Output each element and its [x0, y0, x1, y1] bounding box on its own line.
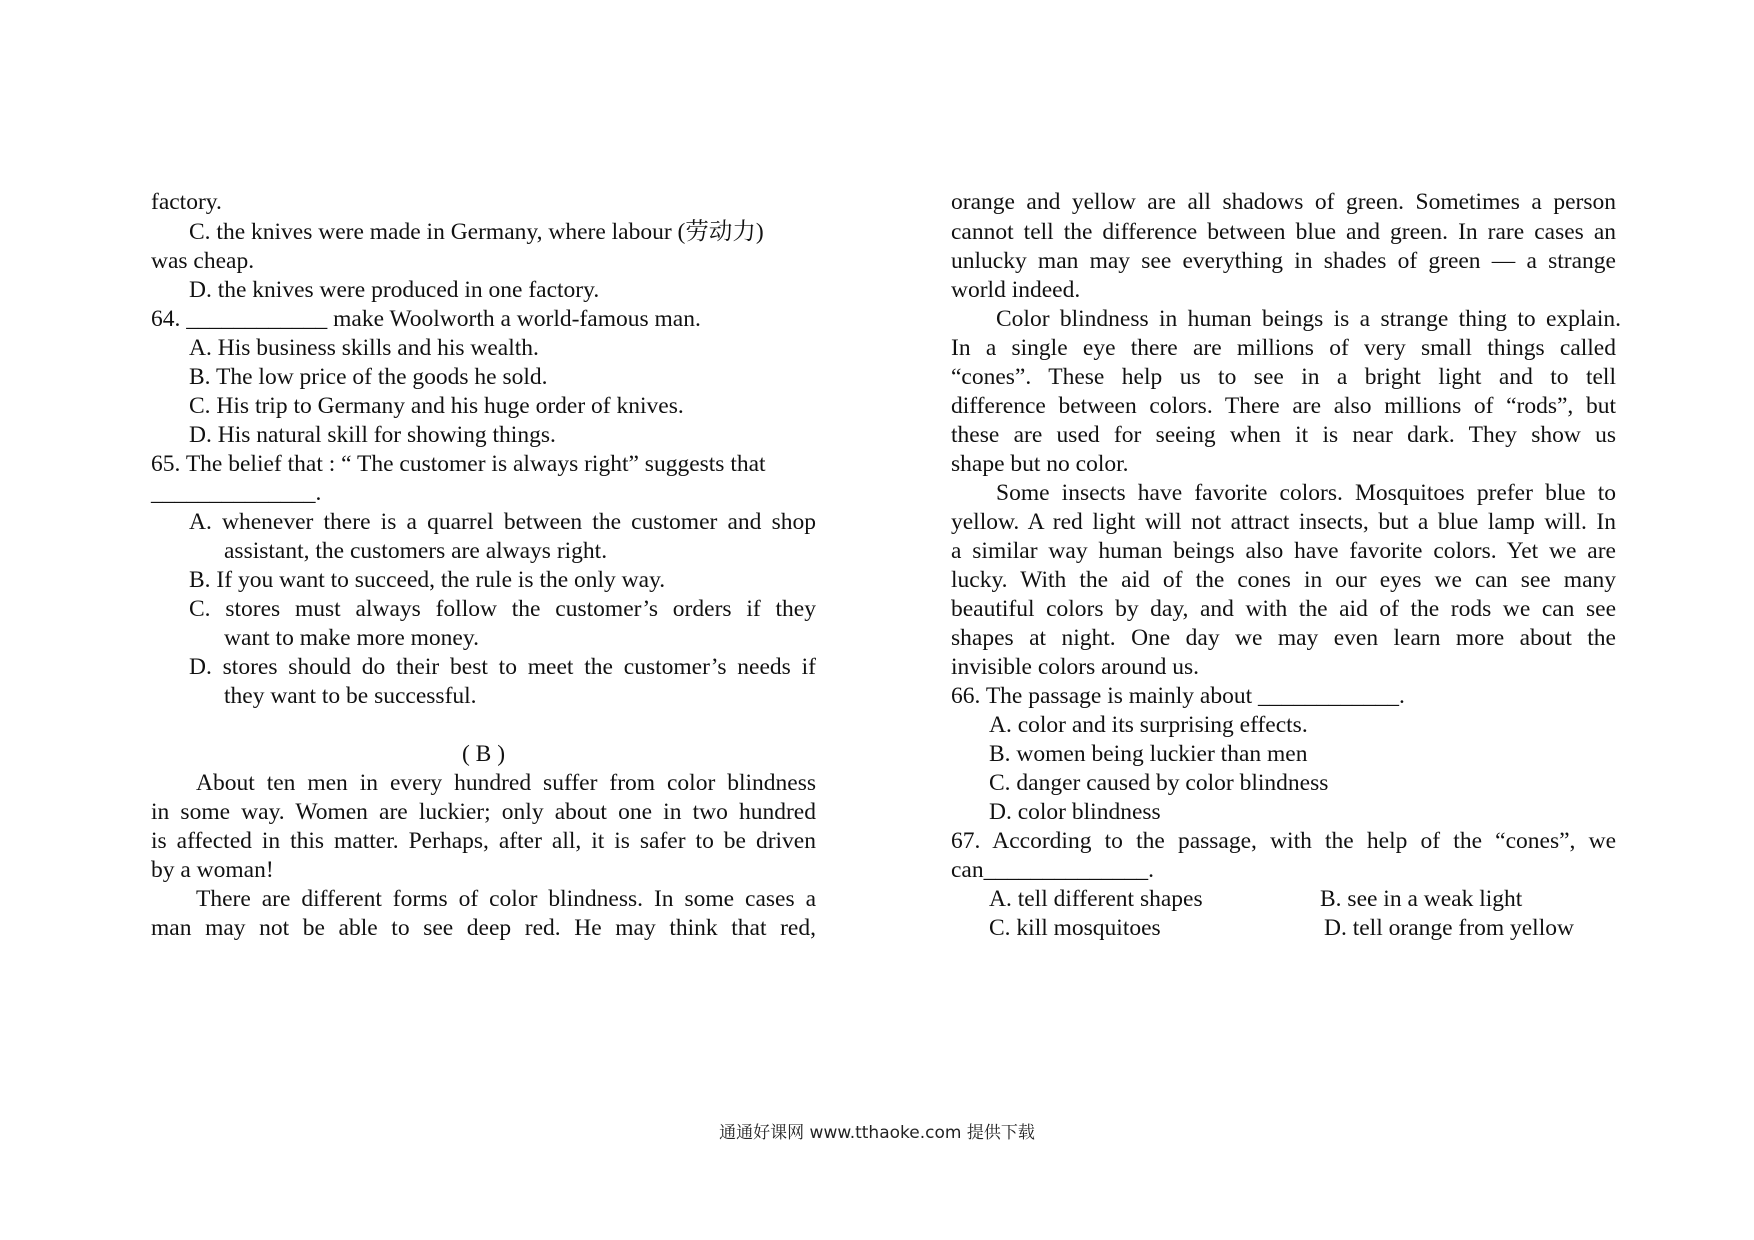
question-65: 65. The belief that : “ The customer is always right” suggests that	[151, 451, 766, 477]
passage-b-line: beautiful colors by day, and with the aid of the rods we can see	[951, 596, 1616, 622]
passage-b-line: by a woman!	[151, 857, 274, 883]
passage-b-line: world indeed.	[951, 277, 1081, 303]
option-c-66: C. danger caused by color blindness	[989, 770, 1329, 796]
question-67: 67. According to the passage, with the help of the “cones”, we	[951, 828, 1616, 854]
option-c-64: C. His trip to Germany and his huge order of knives.	[189, 393, 684, 419]
passage-b-line: yellow. A red light will not attract insects, but a blue lamp will. In	[951, 509, 1616, 535]
option-b-65: B. If you want to succeed, the rule is the only way.	[189, 567, 666, 593]
option-d-67: D. tell orange from yellow	[1324, 915, 1574, 941]
passage-b-line: shapes at night. One day we may even learn more about the	[951, 625, 1616, 651]
question-67-blank: can______________.	[951, 857, 1154, 883]
text-line: factory.	[151, 189, 222, 215]
passage-b-line: lucky. With the aid of the cones in our eyes we can see many	[951, 567, 1616, 593]
option-c-63: C. the knives were made in Germany, where labour (劳动力)	[189, 219, 764, 245]
question-64: 64. ____________ make Woolworth a world-famous man.	[151, 306, 701, 332]
option-d-64: D. His natural skill for showing things.	[189, 422, 556, 448]
option-a-67: A. tell different shapes	[989, 886, 1203, 912]
page-footer: 通通好课网 www.tthaoke.com 提供下载	[719, 1123, 1035, 1143]
option-a-64: A. His business skills and his wealth.	[189, 335, 539, 361]
option-a-66: A. color and its surprising effects.	[989, 712, 1308, 738]
passage-b-line: is affected in this matter. Perhaps, after all, it is safer to be driven	[151, 828, 816, 854]
passage-b-line: Color blindness in human beings is a strange thing to explain.	[996, 306, 1621, 332]
option-b-64: B. The low price of the goods he sold.	[189, 364, 548, 390]
option-b-66: B. women being luckier than men	[989, 741, 1308, 767]
option-d-65: D. stores should do their best to meet the customer’s needs if	[189, 654, 816, 680]
passage-b-line: these are used for seeing when it is near dark. They show us	[951, 422, 1616, 448]
passage-b-line: unlucky man may see everything in shades of green — a strange	[951, 248, 1616, 274]
passage-b-line: in some way. Women are luckier; only about one in two hundred	[151, 799, 816, 825]
option-d-66: D. color blindness	[989, 799, 1161, 825]
option-c-65: C. stores must always follow the customer’s orders if they	[189, 596, 816, 622]
option-d-63: D. the knives were produced in one factory.	[189, 277, 600, 303]
passage-b-line: Some insects have favorite colors. Mosquitoes prefer blue to	[996, 480, 1616, 506]
passage-b-line: invisible colors around us.	[951, 654, 1200, 680]
option-b-67: B. see in a weak light	[1320, 886, 1523, 912]
passage-b-line: About ten men in every hundred suffer from color blindness	[196, 770, 816, 796]
option-c-65-cont: want to make more money.	[224, 625, 479, 651]
option-a-65: A. whenever there is a quarrel between the customer and shop	[189, 509, 816, 535]
passage-b-line: man may not be able to see deep red. He may think that red,	[151, 915, 816, 941]
passage-b-line: cannot tell the difference between blue and green. In rare cases an	[951, 219, 1616, 245]
passage-b-line: In a single eye there are millions of very small things called	[951, 335, 1616, 361]
passage-b-line: difference between colors. There are also millions of “rods”, but	[951, 393, 1616, 419]
option-a-65-cont: assistant, the customers are always right.	[224, 538, 608, 564]
option-c-67: C. kill mosquitoes	[989, 915, 1161, 941]
passage-b-line: a similar way human beings also have favorite colors. Yet we are	[951, 538, 1616, 564]
passage-b-line: There are different forms of color blindness. In some cases a	[196, 886, 816, 912]
passage-b-line: orange and yellow are all shadows of green. Sometimes a person	[951, 189, 1616, 215]
question-66: 66. The passage is mainly about ____________.	[951, 683, 1405, 709]
text-line: was cheap.	[151, 248, 255, 274]
section-heading-b: ( B )	[461, 741, 506, 767]
question-65-blank: ______________.	[151, 480, 322, 506]
passage-b-line: shape but no color.	[951, 451, 1129, 477]
option-d-65-cont: they want to be successful.	[224, 683, 477, 709]
passage-b-line: “cones”. These help us to see in a bright light and to tell	[951, 364, 1616, 390]
